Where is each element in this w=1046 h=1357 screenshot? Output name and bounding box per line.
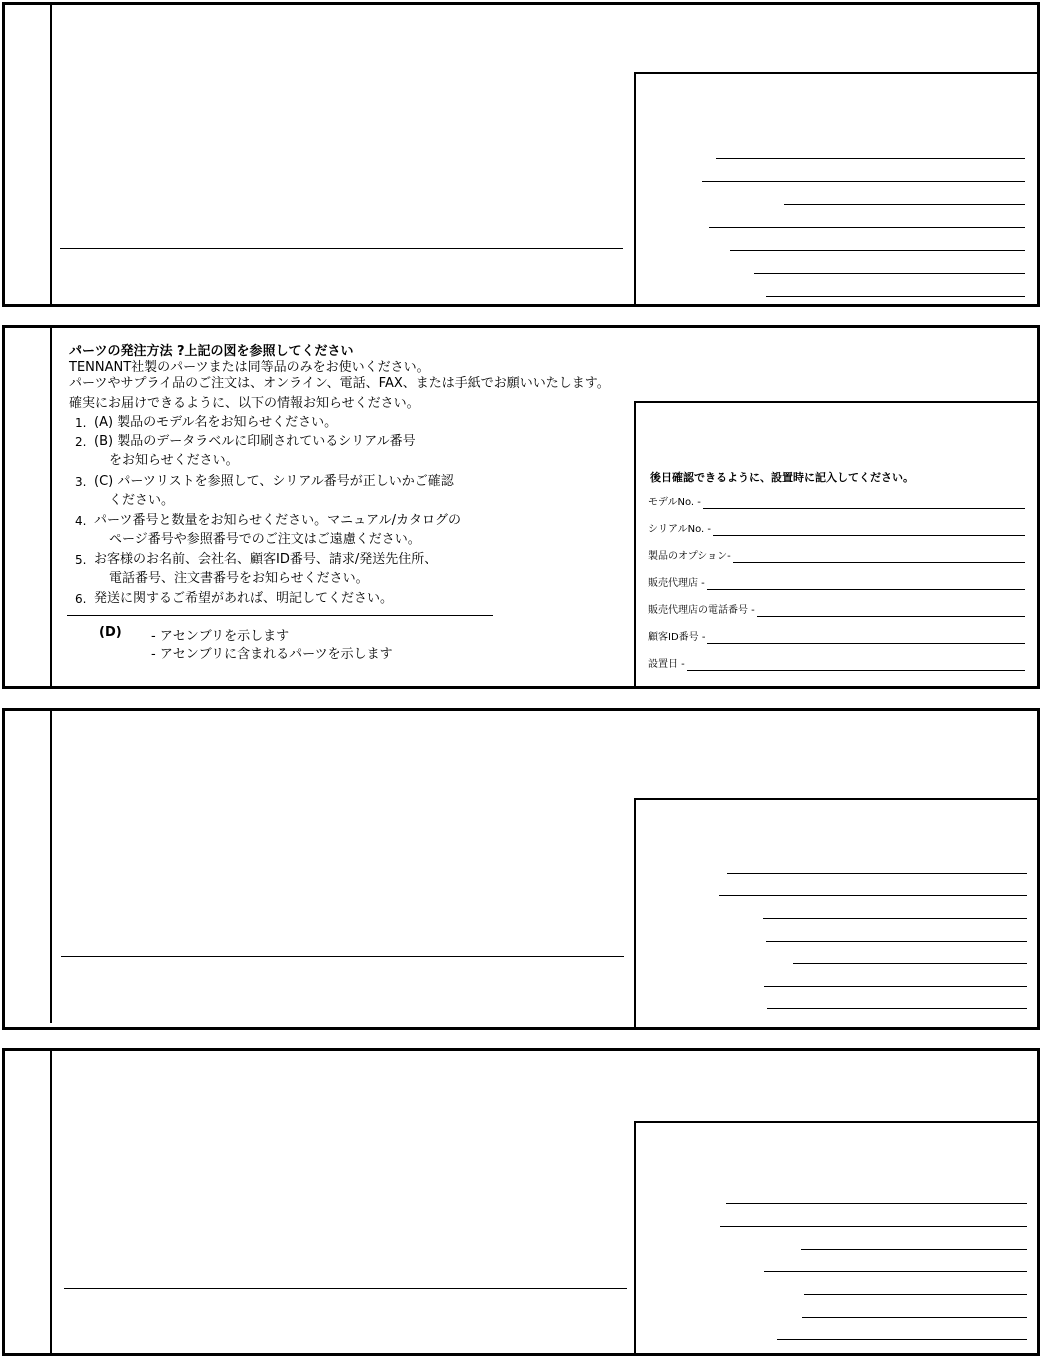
fill-line [763,918,1027,919]
record-box-blank [634,72,1037,304]
fill-line [764,1271,1027,1272]
record-heading: 後日確認できるように、設置時に記入してください。 [650,471,914,484]
divider-line [60,248,623,249]
record-box [634,401,1037,686]
margin-divider [50,5,52,304]
serial-number-field[interactable] [648,522,1025,536]
fill-line [716,158,1025,159]
field-line [707,579,1025,590]
field-label: モデルNo. - [648,497,701,508]
step-number: 3. [75,475,87,489]
step-4-line-1: パーツ番号と数量をお知らせください。マニュアル/カタログの [94,513,461,528]
fill-line [793,963,1027,964]
dealer-phone-field[interactable] [648,603,1025,617]
field-label: 販売代理店の電話番号 - [648,605,755,616]
fill-line [802,1317,1027,1318]
intro-line-2: パーツやサプライ品のご注文は、オンライン、電話、FAX、または手紙でお願いいたします。 [69,376,610,391]
fill-line [764,986,1027,987]
step-number: 4. [75,514,87,528]
margin-divider [50,1051,52,1353]
fill-line [727,873,1027,874]
field-line [703,498,1025,509]
field-line [757,606,1025,617]
product-options-field[interactable] [648,549,1025,563]
blank-panel-1 [2,2,1040,307]
record-box-blank [634,798,1037,1027]
order-instructions-panel [2,325,1040,689]
field-label: 販売代理店 - [648,578,705,589]
fill-line [766,941,1027,942]
step-3-line-2: ください。 [109,493,175,508]
fill-line [709,227,1025,228]
step-1-line-1: (A) 製品のモデル名をお知らせください。 [94,415,338,430]
step-2-line-2: をお知らせください。 [109,453,239,468]
legend-code: (D) [99,625,122,640]
intro-line-1: TENNANT社製のパーツまたは同等品のみをお使いください。 [69,360,430,375]
step-4-line-2: ページ番号や参照番号でのご注文はご遠慮ください。 [109,532,421,547]
step-number: 2. [75,435,87,449]
field-label: 設置日 - [648,659,685,670]
margin-divider [50,328,52,686]
field-label: 顧客ID番号 - [648,632,706,643]
fill-line [720,1226,1027,1227]
model-number-field[interactable] [648,495,1025,509]
intro-line-3: 確実にお届けできるように、以下の情報お知らせください。 [69,396,420,411]
field-label: シリアルNo. - [648,524,711,535]
divider-line [64,1288,627,1289]
step-3-line-1: (C) パーツリストを参照して、シリアル番号が正しいかご確認 [94,474,454,489]
step-number: 5. [75,553,87,567]
divider-line [67,615,493,616]
fill-line [801,1249,1027,1250]
field-label: 製品のオプション- [648,551,731,562]
margin-divider [50,711,52,1023]
install-date-field[interactable] [648,657,1025,671]
step-number: 1. [75,416,87,430]
order-title: パーツの発注方法 ?上記の図を参照してください [69,344,354,359]
field-line [713,525,1025,536]
legend-parts: - アセンブリに含まれるパーツを示します [151,647,393,662]
record-box-blank [634,1121,1037,1353]
fill-line [730,250,1025,251]
step-number: 6. [75,592,87,606]
step-2-line-1: (B) 製品のデータラベルに印刷されているシリアル番号 [94,434,416,449]
divider-line [61,956,624,957]
field-line [733,552,1025,563]
step-5-line-2: 電話番号、注文書番号をお知らせください。 [109,571,369,586]
fill-line [719,895,1027,896]
fill-line [754,273,1025,274]
legend-assembly: - アセンブリを示します [151,629,290,644]
step-5-line-1: お客様のお名前、会社名、顧客ID番号、請求/発送先住所、 [94,552,438,567]
customer-id-field[interactable] [648,630,1025,644]
fill-line [804,1294,1027,1295]
blank-panel-4 [2,1048,1040,1356]
blank-panel-3 [2,708,1040,1030]
dealer-field[interactable] [648,576,1025,590]
fill-line [784,204,1025,205]
field-line [707,633,1025,644]
field-line [687,660,1025,671]
fill-line [726,1203,1027,1204]
fill-line [777,1339,1027,1340]
fill-line [767,1008,1027,1009]
step-6-line-1: 発送に関するご希望があれば、明記してください。 [94,591,394,606]
fill-line [766,296,1025,297]
fill-line [702,181,1025,182]
